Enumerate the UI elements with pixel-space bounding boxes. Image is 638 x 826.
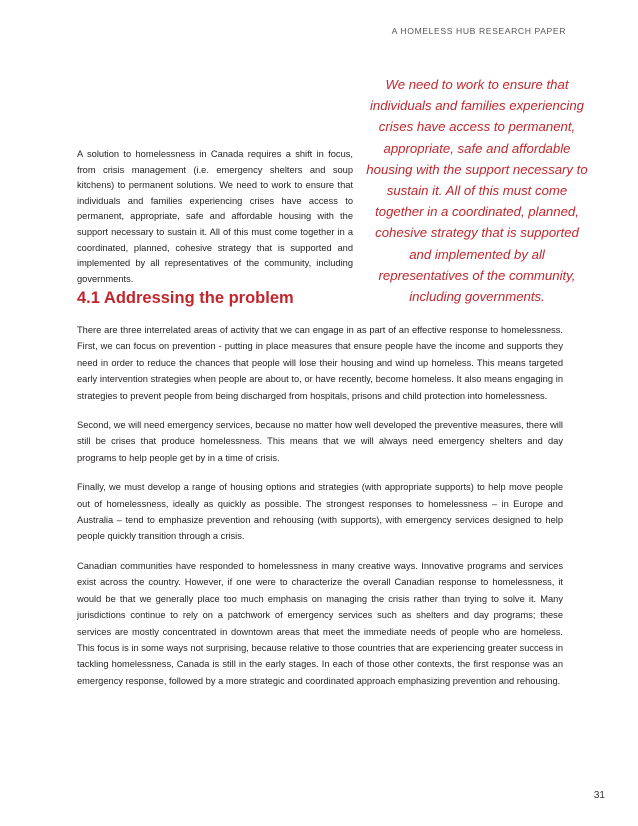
pull-quote: We need to work to ensure that individuals and families experiencing crises have access to permanent, appropriate, safe and affordable housing with the support necessary to sustain it. All of this must come together in a coordinated, planned, cohesive strategy that is supported and implemented by all representatives of the community, including governments. [366, 77, 588, 305]
body-paragraph-canadian-response: Canadian communities have responded to homelessness in many creative ways. Innovative programs and services exist across the country. However, if one were to characterize the overall Canadian response to homelessness, it would be that we generally place too much emphasis on managing the crisis rather than trying to solve it. Many jurisdictions continue to rely on a patchwork of emergency services such as shelters and day programs; these services are mostly concentrated in downtown areas that meet the immediate needs of people who are homeless. This focus is in some ways not surprising, because relative to those countries that are experiencing greater success in tackling homelessness, Canada is still in the early stages. In each of those other contexts, the first response was an emergency response, followed by a more strategic and coordinated approach emphasizing prevention and rehousing. [77, 560, 563, 686]
body-paragraph-prevention: There are three interrelated areas of activity that we can engage in as part of an effective response to homelessness. First, we can focus on prevention - putting in place measures that ensure people have the income and supports they need in order to reduce the chances that people will lose their housing and wind up homeless. This means targeted early intervention strategies when people are about to, or have recently, become homeless. It also means engaging in strategies to prevent people from being discharged from hospitals, prisons and child protection into homelessness. [77, 325, 563, 401]
running-header: A HOMELESS HUB RESEARCH PAPER [391, 26, 566, 36]
page-number: 31 [593, 790, 605, 801]
intro-paragraph: A solution to homelessness in Canada requires a shift in focus, from crisis management (i.e. emergency shelters and soup kitchens) to permanent solutions. We need to work to ensure that individuals and families experiencing crises have access to permanent, appropriate, safe and affordable housing with the support necessary to sustain it. All of this must come together in a coordinated, planned, cohesive strategy that is supported and implemented by all representatives of the community, including governments. [77, 149, 353, 284]
section-heading: 4.1 Addressing the problem [77, 289, 294, 307]
body-paragraph-housing-options: Finally, we must develop a range of housing options and strategies (with appropriate supports) to help move people out of homelessness, ideally as quickly as possible. The strongest responses to homelessness – in Europe and Australia – tend to emphasize prevention and rehousing (with supports), with emergency services designed to help people quickly transition through a crisis. [77, 482, 563, 542]
section-body [77, 322, 563, 702]
body-paragraph-emergency-services: Second, we will need emergency services, because no matter how well developed the preventive measures, there will still be crises that produce homelessness. This means that we will always need emergency shelters and day programs to help people get by in a time of crisis. [77, 420, 563, 463]
